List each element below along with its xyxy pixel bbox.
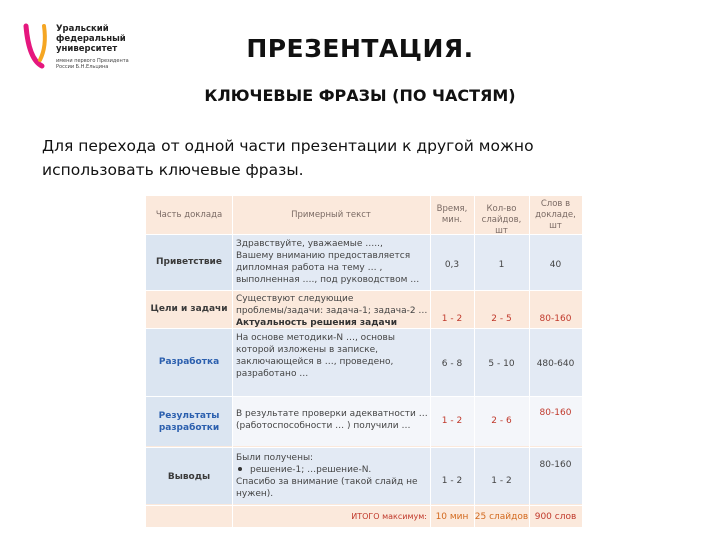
row-text-development <box>232 332 430 380</box>
logo-sub1: имени первого Президента <box>56 58 129 64</box>
row-time: 6 - 8 <box>441 359 463 369</box>
row-slides: 2 - 5 <box>491 314 512 324</box>
text-line: (работоспособности … ) получили … <box>236 421 411 431</box>
header-time-line2: мин. <box>441 215 463 225</box>
bullet-text: решение-1; …решение-N. <box>250 465 372 475</box>
header-words-line2: докладе, <box>535 210 576 220</box>
intro-line2: использовать ключевые фразы. <box>42 161 304 179</box>
text-line: проблемы/задачи: задача-1; задача-2 … <box>236 306 428 316</box>
row-time: 1 - 2 <box>441 314 463 324</box>
text-line: Существуют следующие <box>236 294 354 304</box>
row-slides: 1 - 2 <box>491 476 512 486</box>
total-slides: 25 слайдов <box>474 512 529 522</box>
row-words: 40 <box>549 260 562 270</box>
header-slides <box>474 204 529 237</box>
row-slides: 2 - 6 <box>491 416 512 426</box>
row-words: 80-160 <box>539 460 572 470</box>
row-time: 0,3 <box>444 260 460 270</box>
text-line-bold: Актуальность решения задачи <box>236 318 398 328</box>
logo-sub2: России Б.Н.Ельцина <box>56 64 109 70</box>
slide-title: ПРЕЗЕНТАЦИЯ. <box>246 34 474 63</box>
header-slides-line2: слайдов, шт <box>481 215 522 236</box>
row-part-development: Разработка <box>158 357 220 367</box>
header-words-line3: шт <box>549 221 562 231</box>
row-slides: 1 <box>498 260 505 270</box>
bullet-icon <box>238 467 242 471</box>
row-text-goals <box>232 293 430 329</box>
logo-line1: Уральский <box>56 24 109 34</box>
part-line2: разработки <box>158 422 220 433</box>
key-phrases-table <box>146 196 582 527</box>
row-words: 80-160 <box>539 408 572 418</box>
total-words: 900 слов <box>534 512 577 522</box>
text-line: нужен). <box>236 489 274 499</box>
text-line: На основе методики-N …, основы <box>236 333 395 343</box>
text-line: которой изложены в записке, <box>236 345 378 355</box>
text-line: Вашему вниманию предоставляется <box>236 251 411 261</box>
header-words-line1: Слов в <box>540 199 571 209</box>
row-separator <box>146 505 582 506</box>
slide-subtitle: КЛЮЧЕВЫЕ ФРАЗЫ (ПО ЧАСТЯМ) <box>204 86 516 105</box>
row-slides: 5 - 10 <box>488 359 515 369</box>
row-text-conclusions <box>232 452 430 500</box>
text-line: Здравствуйте, уважаемые ….., <box>236 239 383 249</box>
header-time-line1: Время, <box>436 204 468 214</box>
row-part-results <box>146 396 232 447</box>
text-line: дипломная работа на тему … , <box>236 263 383 273</box>
text-line: разработано … <box>236 369 309 379</box>
row-part-greeting: Приветствие <box>156 257 222 267</box>
total-time: 10 мин <box>435 512 469 522</box>
row-text-greeting <box>232 238 430 286</box>
text-line: Были получены: <box>236 453 314 463</box>
row-part-conclusions: Выводы <box>167 471 211 482</box>
intro-line1: Для перехода от одной части презентации к другой можно <box>42 137 534 155</box>
part-line1: Результаты <box>158 410 220 421</box>
row-part-goals: Цели и задачи <box>150 304 228 314</box>
header-slides-line1: Кол-во <box>486 204 517 214</box>
text-line: заключающейся в …, проведено, <box>236 357 394 367</box>
logo-line3: университет <box>56 44 118 54</box>
row-time: 1 - 2 <box>441 416 463 426</box>
header-words <box>529 199 582 232</box>
logo-line2: федеральный <box>56 34 126 44</box>
row-time: 1 - 2 <box>441 476 463 486</box>
bullet-line <box>236 464 430 476</box>
row-words: 80-160 <box>539 314 572 324</box>
total-label: ИТОГО максимум: <box>351 512 427 521</box>
text-line: Спасибо за внимание (такой слайд не <box>236 477 418 487</box>
intro-text <box>42 134 642 182</box>
row-words: 480-640 <box>536 359 575 369</box>
row-text-results <box>232 408 430 432</box>
header-text: Примерный текст <box>291 210 371 220</box>
header-time <box>430 204 474 226</box>
text-line: В результате проверки адекватности … <box>236 409 428 419</box>
header-part: Часть доклада <box>155 210 223 220</box>
text-line: выполненная …., под руководством … <box>236 275 420 285</box>
